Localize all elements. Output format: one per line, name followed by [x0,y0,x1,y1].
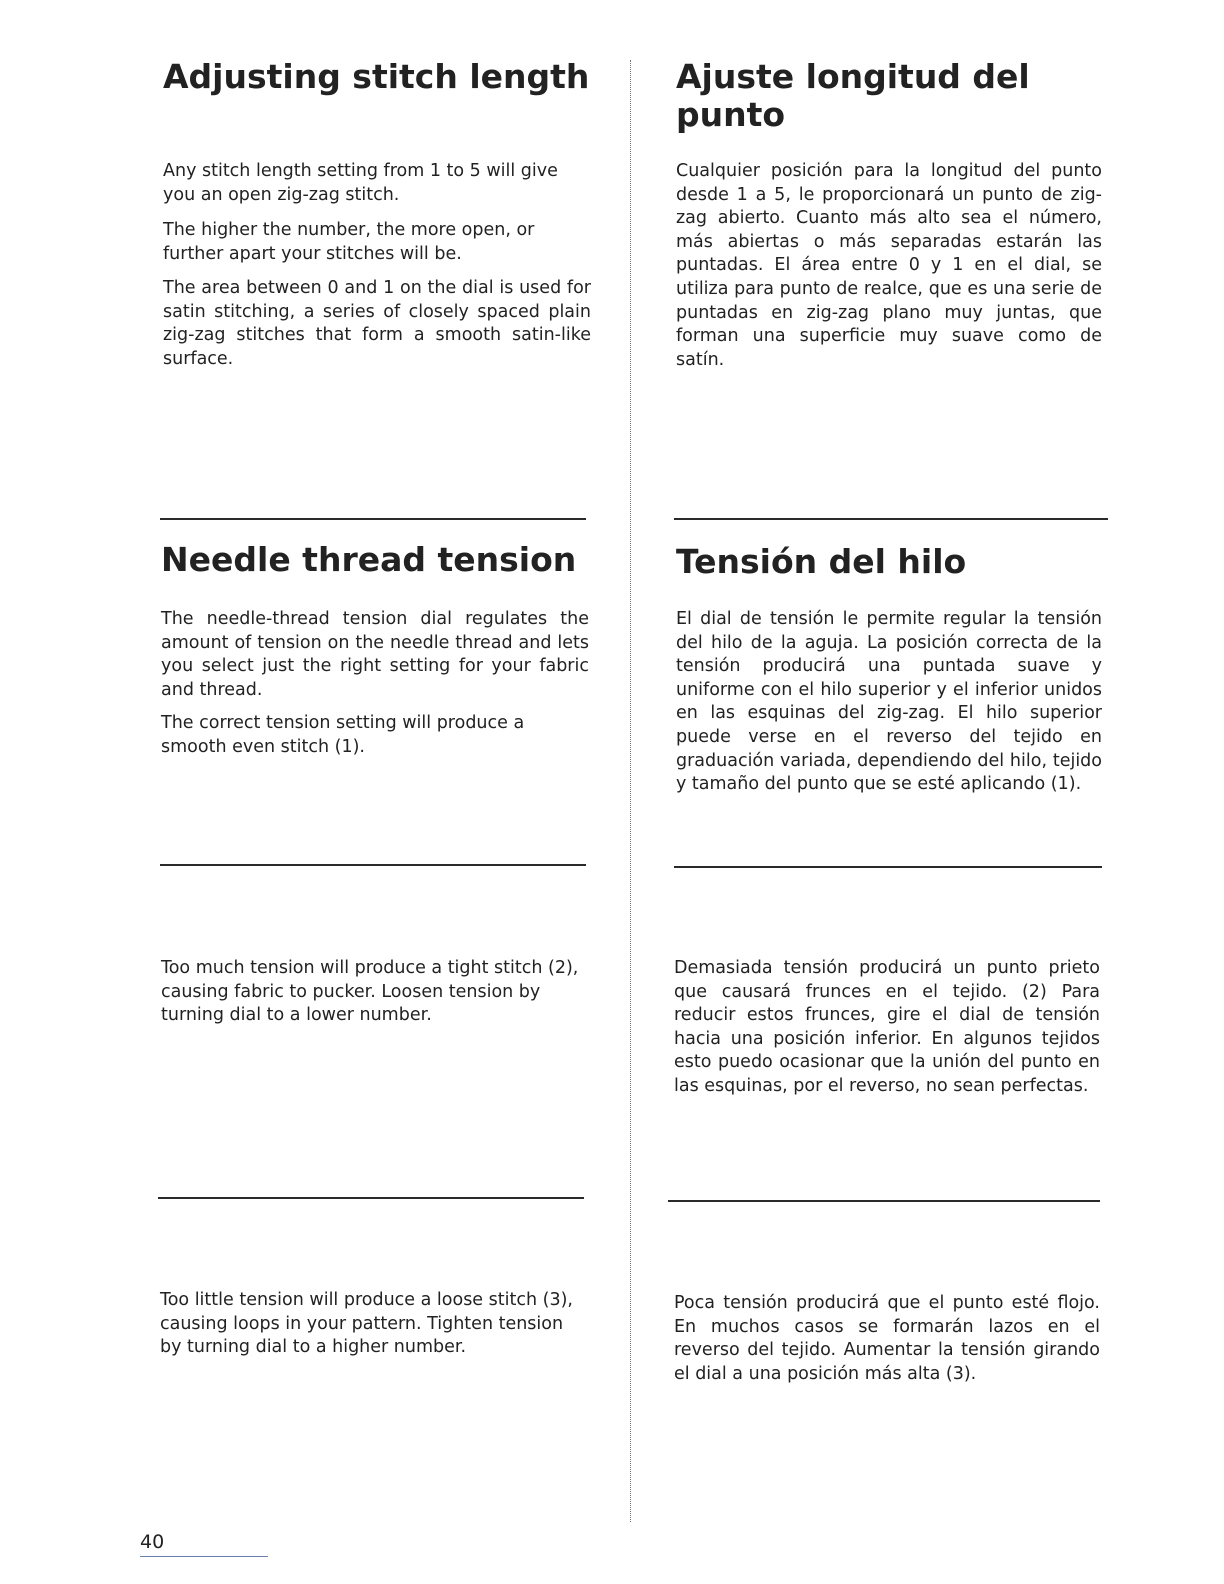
section-divider [674,518,1108,520]
thread-tension-paragraph-2: The correct tension setting will produce a smooth even stitch (1). [161,713,525,757]
section-divider [158,1197,584,1199]
poca-tension-paragraph: Poca tensión producirá que el punto esté flojo. En muchos casos se formarán lazos en el reverso del tejido. Aumentar la tensión girando el dial a una posición más alta (3). [674,1293,1100,1384]
demasiada-tension-paragraph: Demasiada tensión producirá un punto prieto que causará frunces en el tejido. (2) Para reducir estos frunces, gire el dial de tensión hacia una posición inferior. En algunos tejidos esto puedo ocasionar que la unión del punto en las esquinas, por el reverso, no sean perfectas. [674,958,1100,1096]
section-divider [160,518,586,520]
heading-ajuste-longitud-del-punto: Ajuste longitud del punto [676,57,1030,134]
tension-del-hilo-paragraph: El dial de tensión le permite regular la tensión del hilo de la aguja. La posición correcta de la tensión producirá una puntada suave y uniforme con el hilo superior y el inferior unidos en las esquinas del zig-zag. El hilo superior puede verse en el reverso del tejido en graduación variada, dependiendo del hilo, tejido y tamaño del punto que se esté aplicando (1). [676,609,1102,795]
section-divider [160,864,586,866]
stitch-length-paragraph-1: Any stitch length setting from 1 to 5 will give you an open zig-zag stitch. [163,161,558,205]
stitch-length-paragraph-3: The area between 0 and 1 on the dial is used for satin stitching, a series of closely spaced plain zig-zag stitches that form a smooth satin-like surface. [163,278,591,369]
thread-tension-paragraph-1: The needle-thread tension dial regulates the amount of tension on the needle thread and lets you select just the right setting for your fabric and thread. [161,609,589,700]
heading-tension-del-hilo: Tensión del hilo [676,542,967,581]
heading-needle-thread-tension: Needle thread tension [161,540,577,579]
too-little-tension-paragraph: Too little tension will produce a loose stitch (3), causing loops in your pattern. Tighten tension by turning dial to a higher number. [160,1290,573,1358]
page-number-underline [140,1556,268,1557]
column-divider [630,60,631,1522]
stitch-length-paragraph-2: The higher the number, the more open, or further apart your stitches will be. [163,220,535,264]
too-much-tension-paragraph: Too much tension will produce a tight stitch (2), causing fabric to pucker. Loosen tension by turning dial to a lower number. [161,958,579,1026]
ajuste-longitud-paragraph: Cualquier posición para la longitud del punto desde 1 a 5, le proporcionará un punto de zig-zag abierto. Cuanto más alto sea el número, más abiertas o más separadas estarán las puntadas. El área entre 0 y 1 en el dial, se utiliza para punto de realce, que es una serie de puntadas en zig-zag plano muy juntas, que forman una superficie muy suave como de satín. [676,161,1102,370]
section-divider [668,1200,1100,1202]
section-divider [674,866,1102,868]
heading-adjusting-stitch-length: Adjusting stitch length [163,57,590,96]
page-number: 40 [140,1531,165,1553]
